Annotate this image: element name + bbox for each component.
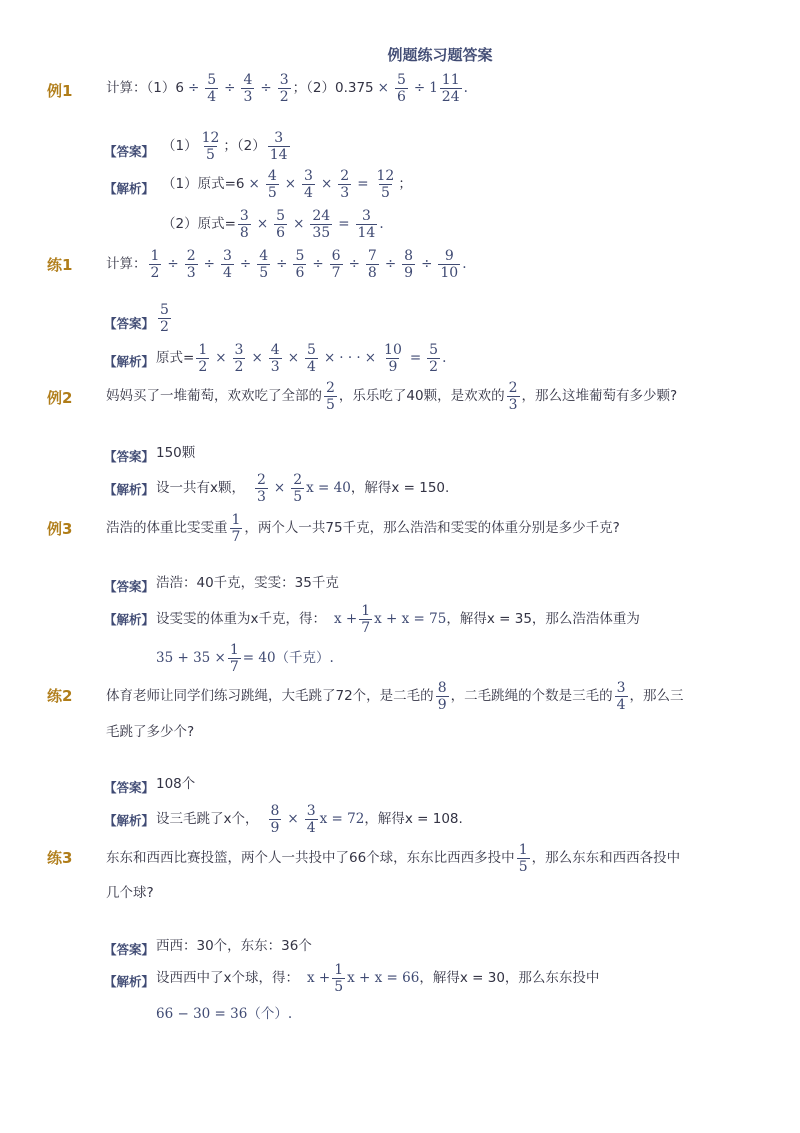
numerator: 4 (243, 72, 253, 88)
numerator: 5 (396, 72, 406, 88)
denominator: 2 (150, 265, 160, 281)
text-segment: . (379, 215, 384, 232)
denominator: 3 (243, 89, 253, 105)
numerator: 12 (376, 168, 395, 184)
denominator: 7 (331, 265, 341, 281)
fraction (293, 248, 306, 281)
denominator: 5 (259, 265, 269, 281)
pr3-analysis-1 (156, 962, 599, 995)
fraction (324, 380, 337, 413)
math-operator: × (256, 215, 269, 232)
pr2-answer (156, 778, 195, 792)
math-operator: × (284, 175, 297, 192)
denominator: 2 (279, 89, 289, 105)
denominator: 9 (404, 265, 414, 281)
answer-tag: 【答案】 (104, 780, 155, 795)
text-segment: . (463, 79, 468, 96)
pr1-answer (156, 302, 173, 335)
label-practice-2: 练2 (47, 687, 73, 705)
analysis-tag: 【解析】 (104, 612, 155, 627)
text-segment: 计算：（1）6 (106, 79, 184, 96)
fraction (158, 302, 171, 335)
text-segment: （2）原式= (162, 215, 236, 232)
numerator: 3 (279, 72, 289, 88)
fraction (359, 603, 372, 636)
math-operator: × (287, 810, 299, 827)
fraction (257, 248, 270, 281)
text-segment: ； (398, 175, 412, 192)
text-segment: 设三毛跳了x个， (156, 810, 259, 827)
pr2-question-1 (106, 680, 684, 713)
math-operator: × (377, 79, 389, 96)
text-segment: ，解得x = 150. (350, 479, 450, 496)
fraction (436, 680, 449, 713)
numerator: 2 (340, 168, 350, 184)
analysis-tag: 【解析】 (104, 181, 155, 196)
fraction (305, 803, 318, 836)
ex3-analysis-2 (156, 642, 334, 675)
fraction (185, 248, 198, 281)
text-segment: 1 (429, 79, 438, 96)
fraction (200, 130, 222, 163)
denominator: 2 (234, 359, 244, 375)
denominator: 3 (186, 265, 196, 281)
label-practice-3: 练3 (47, 849, 73, 867)
numerator: 9 (444, 248, 454, 264)
math-operator: × (293, 215, 305, 232)
text-segment: 西西：30个，东东：36个 (156, 938, 312, 954)
answer-tag: 【答案】 (104, 449, 155, 464)
text-segment: ，乐乐吃了40颗，是欢欢的 (338, 387, 505, 404)
fraction (238, 208, 251, 241)
fraction (269, 803, 282, 836)
denominator: 5 (326, 397, 335, 413)
denominator: 5 (206, 147, 215, 163)
math-operator: ÷ (239, 255, 252, 272)
numerator: 6 (331, 248, 341, 264)
ex3-analysis-1 (156, 603, 640, 636)
fraction (356, 208, 378, 241)
numerator: 1 (361, 603, 371, 619)
text-segment: 几个球? (106, 885, 154, 901)
denominator: 3 (508, 397, 518, 413)
numerator: 5 (160, 302, 169, 318)
denominator: 5 (334, 979, 344, 995)
math-operator: = (357, 175, 369, 192)
fraction (269, 342, 282, 375)
denominator: 9 (437, 697, 447, 713)
numerator: 2 (257, 472, 266, 488)
label-practice-1: 练1 (47, 256, 73, 274)
math-operator: × (248, 175, 260, 192)
text-segment: 体育老师让同学们练习跳绳，大毛跳了72个，是二毛的 (106, 687, 434, 704)
denominator: 7 (361, 620, 371, 636)
text-segment: ，那么东东和西西各投中 (531, 849, 681, 866)
analysis-tag: 【解析】 (104, 974, 155, 989)
answer-tag: 【答案】 (104, 144, 155, 159)
text-segment: ，解得x = 35，那么浩浩体重为 (446, 610, 640, 627)
text-segment: x = 72 (319, 810, 365, 827)
numerator: 3 (234, 342, 244, 358)
text-segment: （1）原式=6 (162, 175, 245, 192)
text-segment: x + x = 66 (347, 969, 420, 986)
label-example-3: 例3 (47, 520, 73, 538)
ex1-analysis-2 (162, 208, 384, 241)
fraction (268, 130, 290, 163)
denominator: 2 (160, 319, 169, 335)
numerator: 12 (201, 130, 220, 146)
numerator: 4 (270, 342, 280, 358)
denominator: 4 (304, 185, 313, 201)
math-operator: ÷ (224, 79, 236, 96)
ex3-question (106, 512, 620, 545)
text-segment: 浩浩的体重比雯雯重 (106, 519, 228, 536)
text-segment: ，那么这堆葡萄有多少颗? (521, 387, 678, 404)
text-segment: ，那么三 (629, 687, 684, 704)
text-segment: ，解得x = 30，那么东东投中 (419, 969, 600, 986)
fraction (205, 72, 218, 105)
fraction (196, 342, 209, 375)
math-operator: ÷ (187, 79, 200, 96)
text-segment: 设雯雯的体重为x千克，得： (156, 610, 326, 627)
denominator: 14 (269, 147, 288, 163)
numerator: 4 (259, 248, 269, 264)
denominator: 8 (239, 225, 249, 241)
denominator: 4 (307, 359, 316, 375)
math-operator: ÷ (167, 255, 179, 272)
ex2-answer (156, 447, 195, 461)
math-operator: × (251, 349, 263, 366)
fraction (438, 248, 460, 281)
math-operator: × (215, 349, 227, 366)
pr3-question-1 (106, 842, 680, 875)
fraction (402, 248, 415, 281)
numerator: 10 (384, 342, 402, 358)
numerator: 3 (616, 680, 626, 696)
denominator: 3 (270, 359, 280, 375)
denominator: 10 (440, 265, 459, 281)
numerator: 2 (293, 472, 303, 488)
answer-tag: 【答案】 (104, 316, 155, 331)
fraction (507, 380, 520, 413)
math-operator: ÷ (260, 79, 272, 96)
numerator: 2 (508, 380, 518, 396)
text-segment: 35 + 35 × (156, 649, 226, 666)
denominator: 24 (441, 89, 460, 105)
numerator: 1 (334, 962, 344, 978)
fraction (302, 168, 315, 201)
text-segment: ，解得x = 108. (364, 810, 463, 827)
denominator: 7 (231, 529, 241, 545)
numerator: 3 (274, 130, 284, 146)
denominator: 8 (367, 265, 377, 281)
numerator: 24 (312, 208, 331, 224)
pr1-analysis (156, 342, 446, 375)
numerator: 3 (239, 208, 249, 224)
denominator: 5 (380, 185, 390, 201)
denominator: 35 (312, 225, 331, 241)
numerator: 3 (222, 248, 232, 264)
denominator: 5 (267, 185, 277, 201)
ex2-analysis (156, 472, 449, 505)
denominator: 4 (207, 89, 217, 105)
numerator: 3 (361, 208, 371, 224)
math-operator: = (338, 215, 350, 232)
denominator: 9 (388, 359, 398, 375)
fraction (305, 342, 318, 375)
numerator: 1 (518, 842, 528, 858)
math-operator: ÷ (348, 255, 360, 272)
denominator: 6 (396, 89, 406, 105)
fraction (332, 962, 345, 995)
math-operator: ÷ (413, 79, 426, 96)
math-operator: × (364, 349, 377, 366)
fraction (382, 342, 404, 375)
text-segment: . (442, 349, 447, 366)
math-operator: × (273, 479, 286, 496)
fraction (233, 342, 246, 375)
ex1-answer (162, 130, 292, 163)
denominator: 2 (429, 359, 439, 375)
fraction (330, 248, 343, 281)
ex2-question (106, 380, 677, 413)
text-segment: ，二毛跳绳的个数是三毛的 (450, 687, 613, 704)
math-operator: × (287, 349, 300, 366)
fraction (266, 168, 279, 201)
math-operator: ÷ (312, 255, 324, 272)
fraction (338, 168, 351, 201)
text-segment: = 40（千克）. (242, 649, 334, 666)
fraction (230, 512, 243, 545)
fraction (310, 208, 332, 241)
text-segment: 原式= (156, 349, 195, 366)
numerator: 8 (404, 248, 414, 264)
text-segment: x + x = 75 (374, 610, 447, 627)
text-segment: · · · (339, 349, 361, 366)
analysis-tag: 【解析】 (104, 813, 155, 828)
fraction (375, 168, 397, 201)
numerator: 5 (276, 208, 286, 224)
ex3-answer (156, 577, 339, 591)
fraction (221, 248, 234, 281)
label-example-2: 例2 (47, 389, 73, 407)
text-segment: x + (334, 610, 358, 627)
math-operator: ÷ (421, 255, 433, 272)
fraction (395, 72, 408, 105)
numerator: 7 (367, 248, 377, 264)
math-operator: ÷ (276, 255, 288, 272)
numerator: 3 (306, 803, 316, 819)
pr2-question-2 (106, 726, 194, 740)
numerator: 2 (186, 248, 196, 264)
text-segment: . (462, 255, 467, 272)
fraction (366, 248, 379, 281)
denominator: 3 (257, 489, 266, 505)
numerator: 3 (304, 168, 313, 184)
numerator: 5 (207, 72, 217, 88)
text-segment: x + (307, 969, 331, 986)
fraction (517, 842, 530, 875)
numerator: 11 (441, 72, 460, 88)
denominator: 5 (293, 489, 303, 505)
numerator: 5 (307, 342, 316, 358)
math-operator: ÷ (384, 255, 397, 272)
text-segment: （1） (162, 137, 198, 154)
denominator: 4 (306, 820, 316, 836)
analysis-tag: 【解析】 (104, 354, 155, 369)
fraction (615, 680, 628, 713)
pr3-answer (156, 940, 312, 954)
text-segment: 66 − 30 = 36（个）. (156, 1006, 293, 1022)
text-segment: 东东和西西比赛投篮，两个人一共投中了66个球，东东比西西多投中 (106, 849, 515, 866)
denominator: 6 (295, 265, 305, 281)
fraction (241, 72, 254, 105)
fraction (440, 72, 462, 105)
answer-tag: 【答案】 (104, 579, 155, 594)
numerator: 1 (198, 342, 208, 358)
text-segment: ，两个人一共75千克，那么浩浩和雯雯的体重分别是多少千克? (244, 519, 620, 536)
math-operator: × (320, 175, 333, 192)
text-segment: 毛跳了多少个? (106, 724, 195, 740)
denominator: 14 (357, 225, 376, 241)
fraction (278, 72, 291, 105)
numerator: 1 (231, 512, 241, 528)
answer-tag: 【答案】 (104, 942, 155, 957)
numerator: 1 (150, 248, 160, 264)
numerator: 5 (429, 342, 439, 358)
denominator: 7 (229, 659, 239, 675)
numerator: 8 (437, 680, 447, 696)
denominator: 4 (222, 265, 232, 281)
denominator: 3 (340, 185, 350, 201)
fraction (291, 472, 304, 505)
math-operator: × (323, 349, 336, 366)
fraction (427, 342, 440, 375)
page-title: 例题练习题答案 (387, 46, 493, 64)
label-example-1: 例1 (47, 82, 73, 100)
text-segment: 妈妈买了一堆葡萄，欢欢吃了全部的 (106, 387, 322, 404)
denominator: 9 (270, 820, 280, 836)
numerator: 8 (270, 803, 280, 819)
text-segment: 设西西中了x个球，得： (156, 969, 299, 986)
text-segment: 设一共有x颗， (156, 479, 245, 496)
analysis-tag: 【解析】 (104, 482, 155, 497)
ex1-analysis-1 (162, 168, 412, 201)
pr3-analysis-2 (156, 1008, 292, 1022)
denominator: 2 (198, 359, 208, 375)
text-segment: ；（2）0.375 (292, 79, 374, 96)
ex1-question (106, 72, 468, 105)
fraction (149, 248, 162, 281)
denominator: 5 (518, 859, 528, 875)
text-segment: 计算： (106, 255, 147, 272)
text-segment: 浩浩：40千克，雯雯：35千克 (156, 575, 339, 591)
text-segment: ；（2） (223, 137, 266, 154)
fraction (274, 208, 287, 241)
text-segment: 108个 (156, 776, 196, 792)
pr2-analysis (156, 803, 463, 836)
math-operator: ÷ (203, 255, 215, 272)
numerator: 1 (229, 642, 239, 658)
fraction (255, 472, 268, 505)
numerator: 4 (267, 168, 277, 184)
math-operator: = (409, 349, 422, 366)
numerator: 5 (295, 248, 305, 264)
numerator: 2 (326, 380, 335, 396)
fraction (228, 642, 241, 675)
pr3-question-2 (106, 887, 154, 901)
text-segment: x = 40 (306, 479, 351, 496)
pr1-question (106, 248, 467, 281)
denominator: 6 (276, 225, 286, 241)
text-segment: 150颗 (156, 445, 196, 461)
denominator: 4 (616, 697, 626, 713)
